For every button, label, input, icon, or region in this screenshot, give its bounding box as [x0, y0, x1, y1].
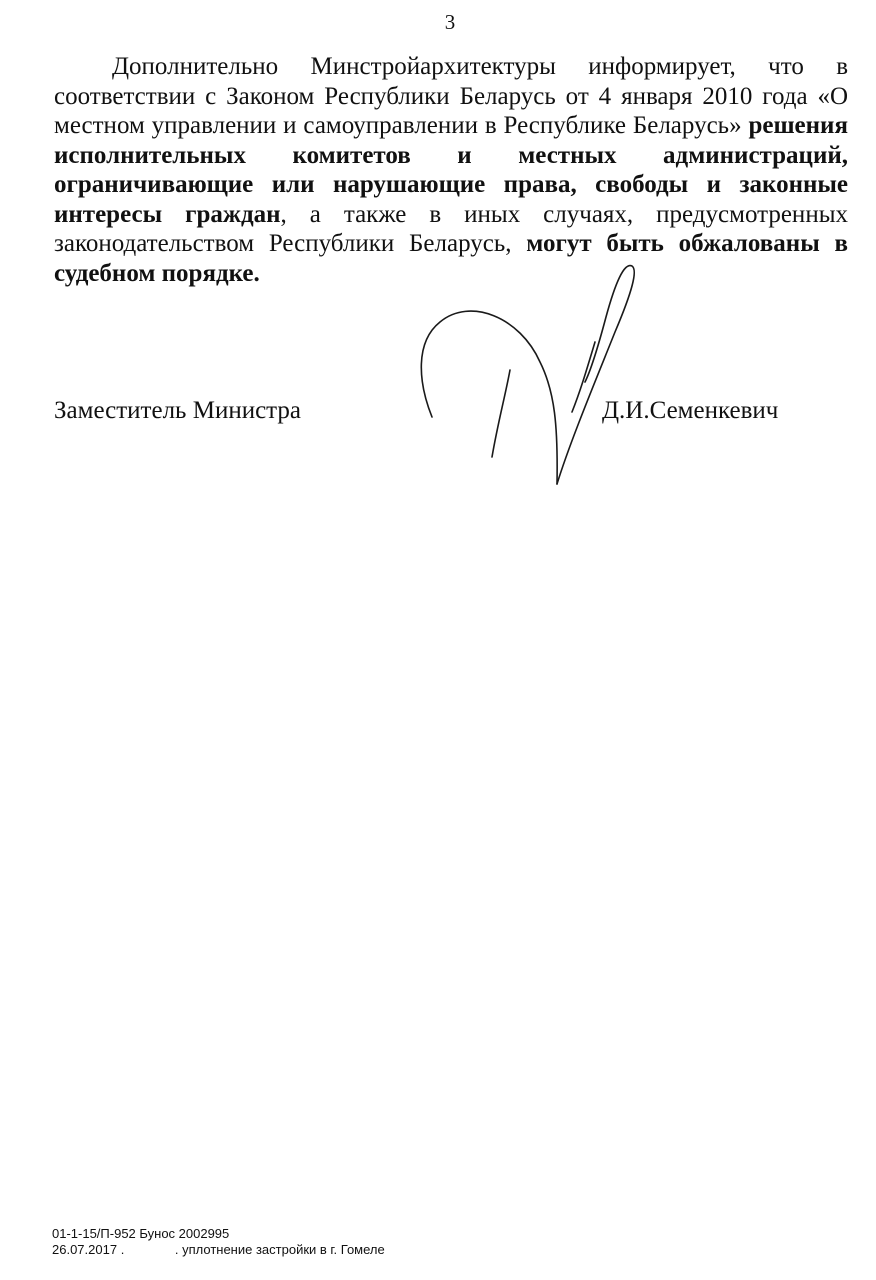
body-paragraph — [54, 52, 848, 288]
document-footer — [52, 1226, 385, 1258]
footer-registration: 01-1-15/П-952 Бунос 2002995 — [52, 1226, 230, 1241]
signer-name: Д.И.Семенкевич — [602, 397, 779, 424]
paragraph-text-part1: Дополнительно Минстройархитектуры информирует, что в соответствии с Законом Республики Беларусь от 4 января 2010 года «О местном управлении и самоуправлении в Республике Беларусь» — [54, 53, 848, 139]
paragraph-bold-part2: могут быть обжалованы в судебном порядке. — [54, 230, 848, 287]
paragraph-bold-part1: решения исполнительных комитетов и местных администраций, ограничивающие или нарушающие права, свободы и законные интересы граждан — [54, 112, 848, 228]
signer-position: Заместитель Министра — [54, 397, 301, 424]
paragraph-text-part2: , а также в иных случаях, предусмотренных законодательством Республики Беларусь, — [54, 200, 848, 257]
footer-date-subject: 26.07.2017 . . уплотнение застройки в г. Гомеле — [52, 1242, 385, 1257]
footer-date: 26.07.2017 — [52, 1242, 118, 1257]
page-number: 3 — [444, 10, 456, 34]
footer-subject: . уплотнение застройки в г. Гомеле — [174, 1242, 385, 1257]
handwritten-signature — [410, 262, 650, 492]
